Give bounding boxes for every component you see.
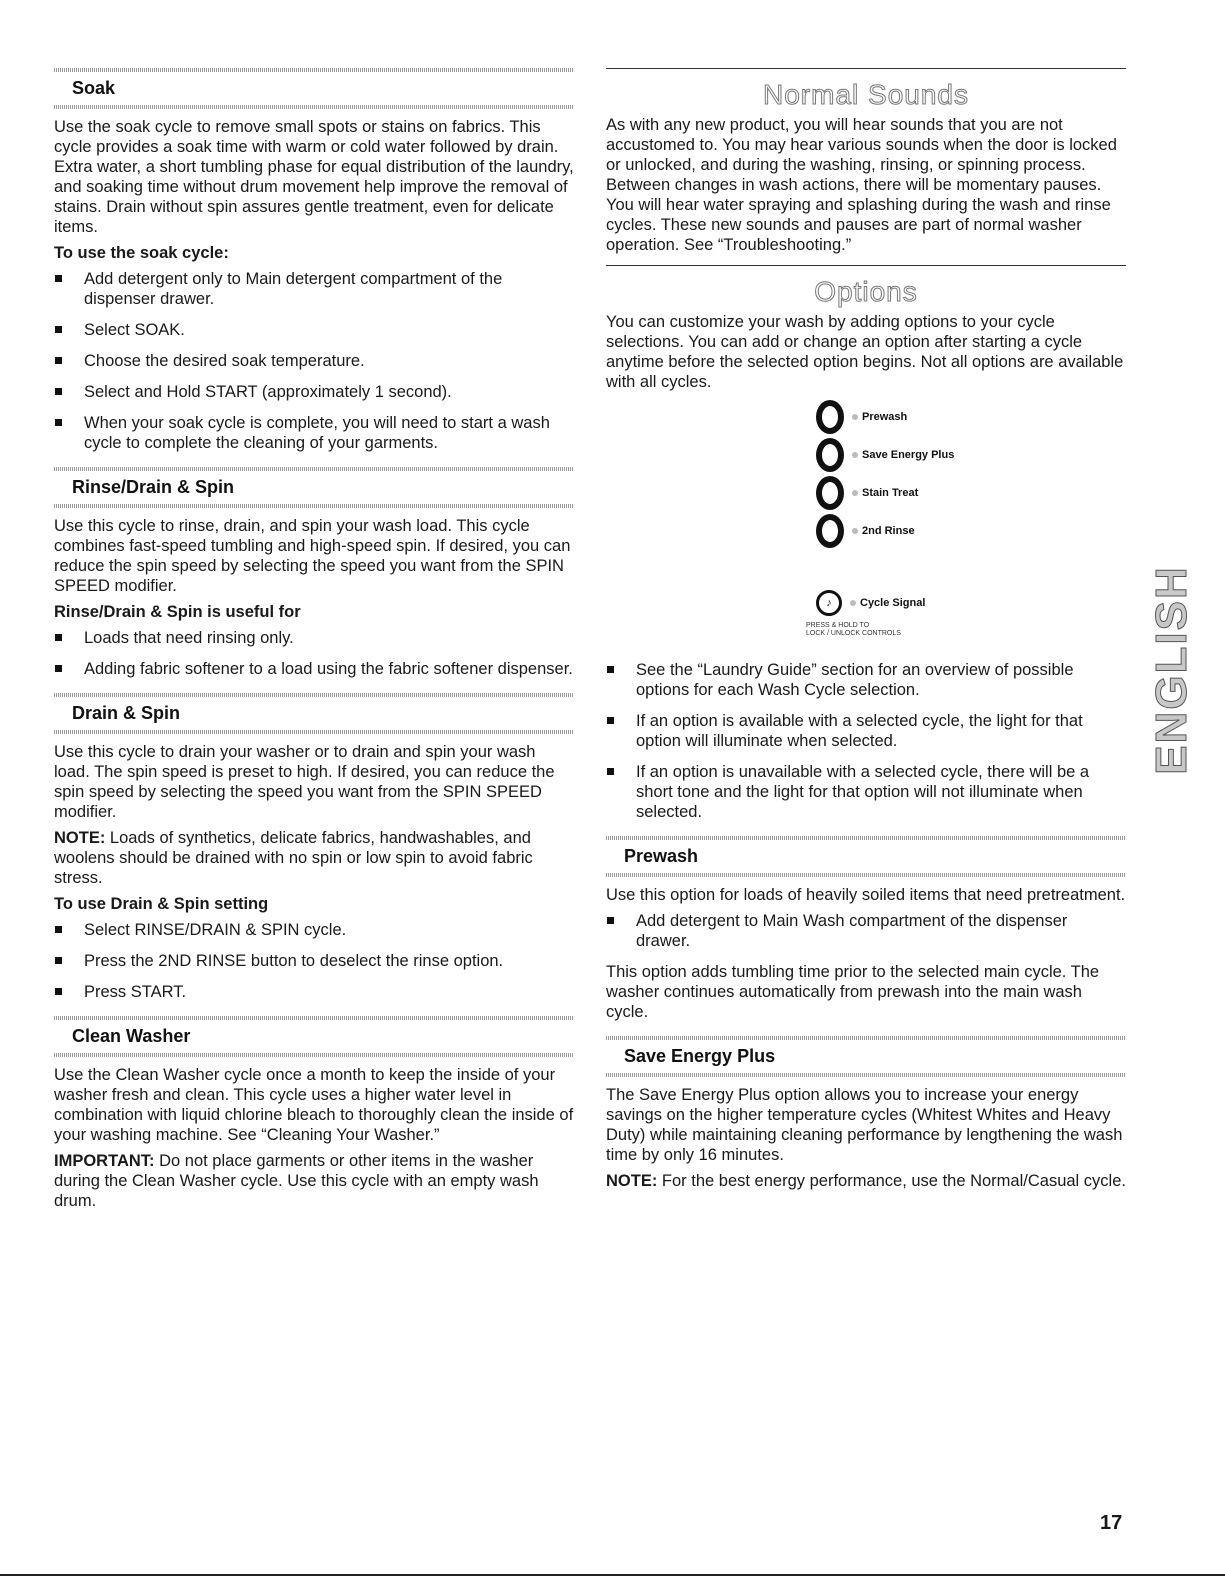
hold-label-line: LOCK / UNLOCK CONTROLS [806,630,901,637]
options-title: Options [814,276,918,307]
note-paragraph [606,1171,1126,1191]
section-rule [606,265,1126,266]
side-tab-label: ENGLISH [1147,565,1197,775]
paragraph: Use this cycle to rinse, drain, and spin your wash load. This cycle combines fast-speed tumbling and high-speed spin. If desired, you can reduce the spin speed by selecting the speed you want from the SPIN SPEED modifier. [54,517,571,595]
option-label: Prewash [862,411,908,423]
right-column [606,68,1126,1197]
option-prewash [816,400,907,434]
bullet-list [54,628,574,679]
section-header-prewash [606,836,1126,877]
section-title: Drain & Spin [72,703,181,723]
note-text: For the best energy performance, use the Normal/Casual cycle. [657,1172,1126,1190]
list-item: Loads that need rinsing only. [54,628,574,648]
indicator-light-icon [852,490,858,496]
list-item: Press START. [54,982,574,1002]
list-item: Press the 2ND RINSE button to deselect the rinse option. [54,951,574,971]
section-rule [54,504,574,508]
bullet-list [606,660,1126,822]
paragraph: Use the soak cycle to remove small spots or stains on fabrics. This cycle provides a soak time with warm or cold water followed by drain. Extra water, a short tumbling phase for equal distribution of the laundry, and soaking time without drum movement help improve the removal of stains. Drain without spin assures gentle treatment, even for delicate items. [54,118,574,236]
list-item: When your soak cycle is complete, you will need to start a wash cycle to complete the cleaning of your garments. [54,413,574,453]
note-label: NOTE: [606,1172,658,1190]
section-title: Soak [72,78,116,98]
section-title: Prewash [624,846,699,866]
hold-label-line: PRESS & HOLD TO [806,622,870,629]
list-item: If an option is unavailable with a selected cycle, there will be a short tone and the light for that option will not illuminate when selected. [606,762,1126,822]
list-item: See the “Laundry Guide” section for an overview of possible options for each Wash Cycle selection. [606,660,1126,700]
important-text: Do not place garments or other items in the washer during the Clean Washer cycle. Use this cycle with an empty wash drum. [54,1152,539,1210]
note-text: Loads of synthetics, delicate fabrics, handwashables, and woolens should be drained with no spin or low spin to avoid fabric stress. [54,829,533,887]
section-title: Clean Washer [72,1026,191,1046]
option-label: Stain Treat [862,487,919,499]
option-cycle-signal [816,590,925,616]
indicator-light-icon [852,452,858,458]
paragraph: Use this cycle to drain your washer or to drain and spin your wash load. The spin speed is preset to high. If desired, you can reduce the spin speed by selecting the speed you want from the SPIN SPEED modifier. [54,743,555,821]
section-rule [54,730,574,734]
list-item: Adding fabric softener to a load using the fabric softener dispenser. [54,659,574,679]
list-item: Add detergent only to Main detergent compartment of the dispenser drawer. [54,269,574,309]
page-number: 17 [1100,1512,1123,1534]
section-rule [54,105,574,109]
option-label: 2nd Rinse [862,525,915,537]
paragraph: Use the Clean Washer cycle once a month to keep the inside of your washer fresh and clean. This cycle uses a higher water level in combination with liquid chlorine bleach to thoroughly clean the inside of your washing machine. See “Cleaning Your Washer.” [54,1066,574,1144]
paragraph: The Save Energy Plus option allows you to increase your energy savings on the higher temperature cycles (Whitest Whites and Heavy Duty) while maintaining cleaning performance by lengthening the wash time by only 16 minutes. [606,1086,1123,1164]
paragraph: This option adds tumbling time prior to the selected main cycle. The washer continues automatically from prewash into the main wash cycle. [606,963,1100,1021]
paragraph: You can customize your wash by adding options to your cycle selections. You can add or change an option after starting a cycle anytime before the selected option begins. Not all options are available with all cycles. [606,313,1124,391]
option-button-icon [816,514,844,548]
lock-controls-label [806,622,901,638]
section-header-clean-washer [54,1016,574,1057]
subheading: Rinse/Drain & Spin is useful for [54,603,301,621]
bullet-list [54,920,574,1002]
note-paragraph [54,828,574,888]
section-rule [606,68,1126,69]
paragraph: Use this option for loads of heavily soiled items that need pretreatment. [606,886,1126,904]
section-rule [606,1073,1126,1077]
option-2nd-rinse [816,514,915,548]
paragraph: As with any new product, you will hear sounds that you are not accustomed to. You may hear various sounds when the door is locked or unlocked, and during the washing, rinsing, or spinning process. Between changes in wash actions, there will be momentary pauses. You will hear water spraying and splashing during the wash and rinse cycles. These new sounds and pauses are part of normal washer operation. See “Troubleshooting.” [606,116,1117,254]
section-header-save-energy-plus [606,1036,1126,1077]
option-save-energy-plus [816,438,954,472]
list-item: Choose the desired soak temperature. [54,351,574,371]
option-stain-treat [816,476,918,510]
list-item: Select SOAK. [54,320,574,340]
section-title: Rinse/Drain & Spin [72,477,235,497]
option-button-icon [816,476,844,510]
option-button-icon [816,438,844,472]
language-side-tab [1148,565,1196,775]
section-header-soak [54,68,574,109]
options-control-panel [606,400,1126,650]
important-label: IMPORTANT: [54,1152,155,1170]
indicator-light-icon [852,414,858,420]
subheading: To use Drain & Spin setting [54,895,269,913]
speaker-icon: ♪ [816,590,842,616]
indicator-light-icon [850,600,856,606]
list-item: Select RINSE/DRAIN & SPIN cycle. [54,920,574,940]
option-label: Cycle Signal [860,597,926,609]
bullet-list [54,269,574,453]
section-header-drain-spin [54,693,574,734]
bullet-list [606,911,1126,951]
section-rule [54,1053,574,1057]
left-column [54,68,574,1217]
option-button-icon [816,400,844,434]
list-item: If an option is available with a selected cycle, the light for that option will illuminate when selected. [606,711,1126,751]
section-header-rinse-drain-spin [54,467,574,508]
list-item: Add detergent to Main Wash compartment of the dispenser drawer. [606,911,1126,951]
option-label: Save Energy Plus [862,449,955,461]
note-label: NOTE: [54,829,106,847]
normal-sounds-title: Normal Sounds [763,79,969,110]
important-paragraph [54,1151,574,1211]
page-bottom-rule [0,1574,1225,1576]
subheading: To use the soak cycle: [54,244,229,262]
indicator-light-icon [852,528,858,534]
list-item: Select and Hold START (approximately 1 second). [54,382,574,402]
section-rule [606,873,1126,877]
section-title: Save Energy Plus [624,1046,776,1066]
